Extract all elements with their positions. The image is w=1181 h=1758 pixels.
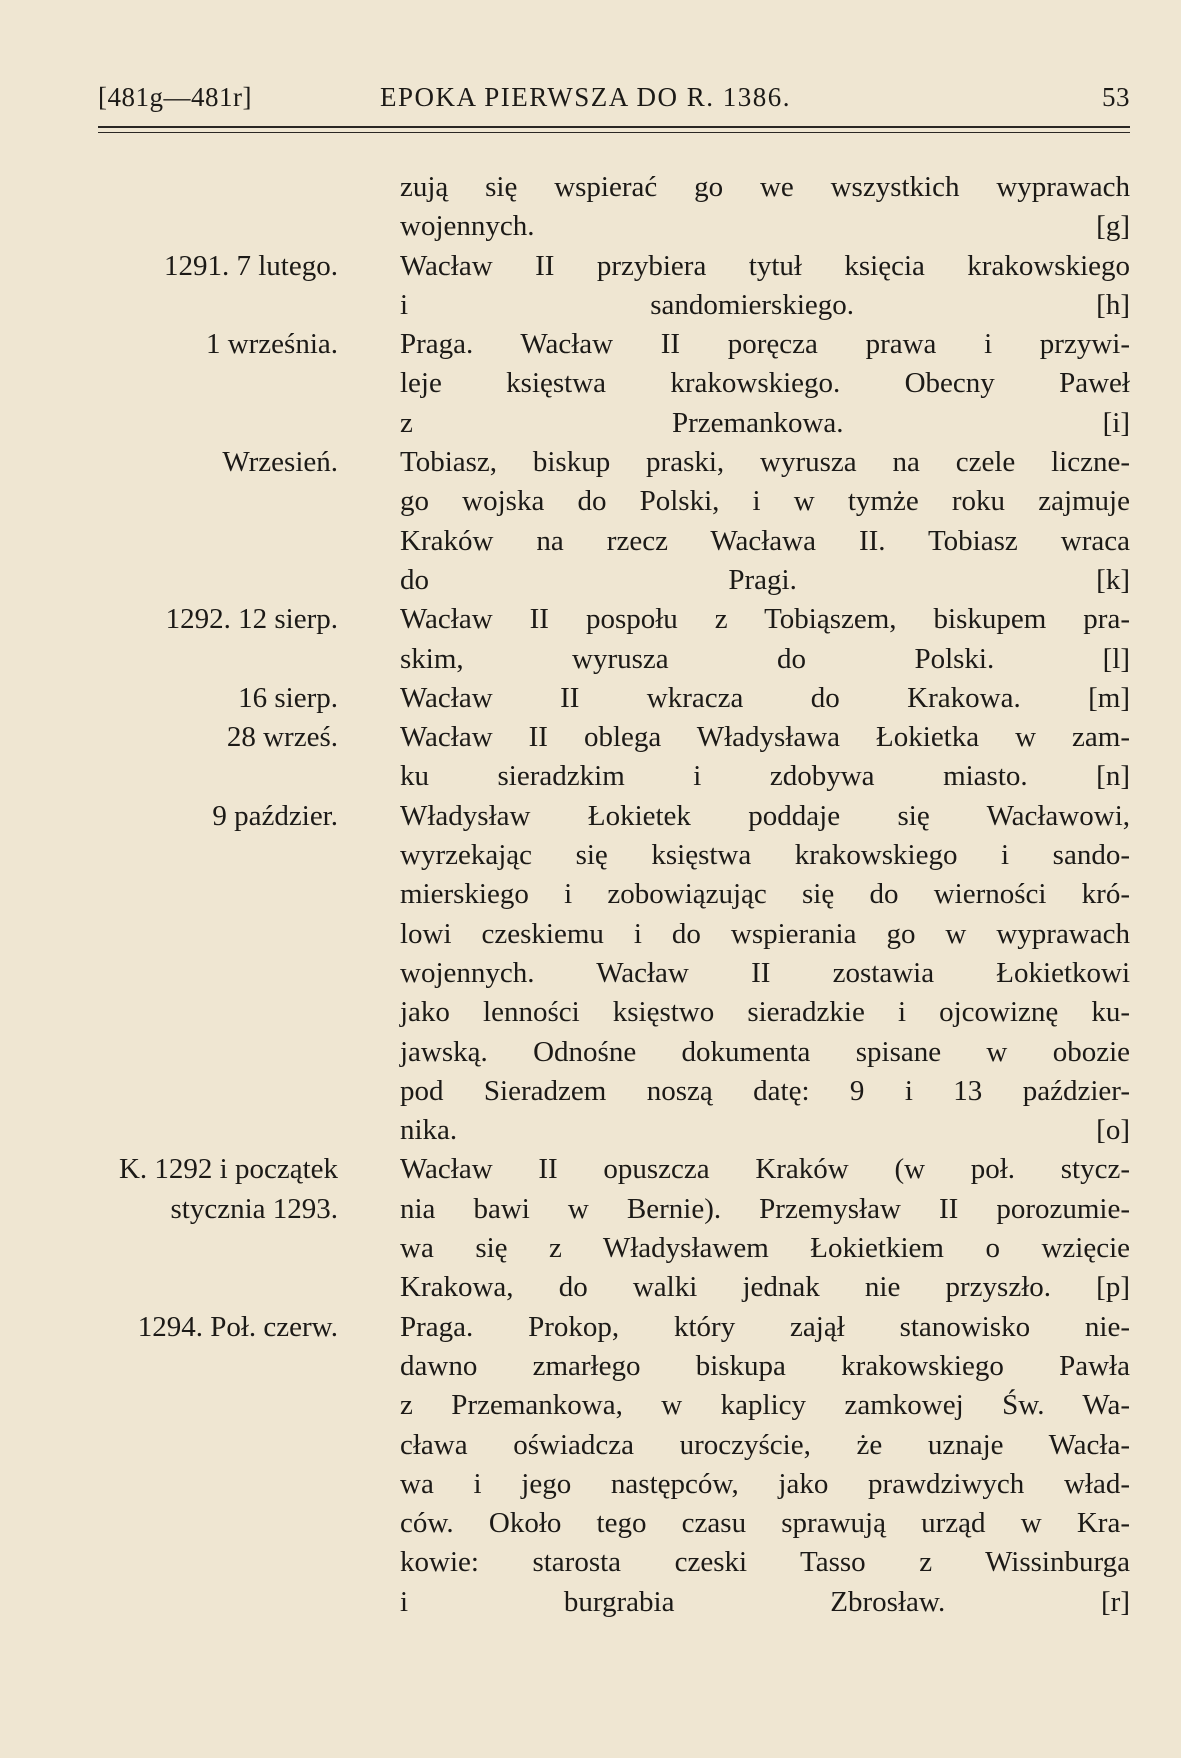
entry-text-line: Wacław II przybiera tytuł księcia krakowskiego	[400, 249, 1130, 282]
entry-date-line	[38, 168, 338, 207]
page-number: 53	[1102, 82, 1130, 112]
entry-text-line: Tobiasz, biskup praski, wyrusza na czele liczne-	[400, 446, 1130, 479]
chronology-entry	[0, 718, 1181, 797]
entry-text-line: z Przemankowa, w kaplicy zamkowej Św. Wa-	[400, 1389, 1130, 1422]
entry-text-line: jawską. Odnośne dokumenta spisane w obozie	[400, 1035, 1130, 1068]
chronology-entries	[0, 168, 1181, 1622]
entry-text-line: dawno zmarłego biskupa krakowskiego Pawła	[400, 1349, 1130, 1382]
entry-date-line: 1292. 12 sierp.	[165, 603, 338, 636]
running-header	[98, 82, 1130, 122]
entry-text-line: wa i jego następców, jako prawdziwych wład-	[400, 1467, 1130, 1500]
chronology-entry	[0, 600, 1181, 679]
chronology-entry	[0, 1308, 1181, 1622]
entry-text	[400, 679, 1130, 718]
entry-text	[400, 600, 1130, 679]
entry-date-line: 28 wrześ.	[226, 721, 338, 754]
entry-text	[400, 1308, 1130, 1622]
entry-text-line: go wojska do Polski, i w tymże roku zajmuje	[400, 485, 1130, 518]
header-title: EPOKA PIERWSZA DO R. 1386.	[380, 82, 792, 112]
entry-text-line: Krakowa, do walki jednak nie przyszło. [p]	[400, 1271, 1130, 1304]
entry-text-line: nia bawi w Bernie). Przemysław II porozumie-	[400, 1192, 1130, 1225]
entry-text-line: zują się wspierać go we wszystkich wyprawach	[400, 171, 1130, 203]
entry-text-line: Władysław Łokietek poddaje się Wacławowi,	[400, 799, 1130, 832]
entry-text-line: Wacław II wkracza do Krakowa. [m]	[400, 681, 1130, 714]
entry-text-line: ku sieradzkim i zdobywa miasto. [n]	[400, 760, 1130, 793]
entry-date	[38, 1308, 338, 1347]
chronology-entry	[0, 797, 1181, 1151]
entry-text-line: wojennych. Wacław II zostawia Łokietkowi	[400, 956, 1130, 989]
entry-date-line: 1 września.	[205, 328, 338, 361]
entry-date-line: 16 sierp.	[238, 681, 338, 714]
entry-date	[38, 247, 338, 286]
entry-date	[38, 168, 338, 207]
header-rule	[98, 126, 1130, 133]
entry-text-line: jako lenności księstwo sieradzkie i ojcowiznę ku-	[400, 996, 1130, 1029]
entry-date	[38, 600, 338, 639]
entry-date	[38, 1150, 338, 1229]
entry-text-line: i sandomierskiego. [h]	[400, 288, 1130, 321]
entry-text-line: Praga. Wacław II poręcza prawa i przywi-	[400, 328, 1130, 361]
chronology-entry	[0, 247, 1181, 326]
entry-date-line: stycznia 1293.	[170, 1192, 338, 1225]
entry-text	[400, 325, 1130, 443]
entry-date-line: 1294. Poł. czerw.	[137, 1310, 338, 1343]
entry-text-line: pod Sieradzem noszą datę: 9 i 13 paździer-	[400, 1074, 1130, 1107]
entry-text-line: kowie: starosta czeski Tasso z Wissinburga	[400, 1546, 1130, 1579]
entry-text-line: i burgrabia Zbrosław. [r]	[400, 1585, 1130, 1618]
entry-date	[38, 797, 338, 836]
entry-date-line: 1291. 7 lutego.	[164, 249, 338, 282]
chronology-entry	[0, 168, 1181, 247]
entry-text-line: Kraków na rzecz Wacława II. Tobiasz wraca	[400, 524, 1130, 557]
entry-text-line: Wacław II oblega Władysława Łokietka w zam-	[400, 721, 1130, 754]
chronology-entry	[0, 443, 1181, 600]
entry-text	[400, 168, 1130, 247]
entry-text-line: do Pragi. [k]	[400, 563, 1130, 596]
entry-date	[38, 718, 338, 757]
entry-text	[400, 1150, 1130, 1307]
entry-text-line: Wacław II opuszcza Kraków (w poł. stycz-	[400, 1153, 1130, 1186]
entry-text	[400, 797, 1130, 1151]
entry-text-line: Praga. Prokop, który zajął stanowisko nie-	[400, 1310, 1130, 1343]
entry-date	[38, 679, 338, 718]
entry-text	[400, 247, 1130, 326]
chronology-entry	[0, 325, 1181, 443]
entry-text-line: leje księstwa krakowskiego. Obecny Paweł	[400, 367, 1130, 400]
entry-text-line: wojennych. [g]	[400, 210, 1130, 243]
entry-text-line: wa się z Władysławem Łokietkiem o wzięcie	[400, 1232, 1130, 1265]
header-folio-range: [481g—481r]	[98, 82, 252, 112]
chronology-entry	[0, 679, 1181, 718]
entry-date-line: Wrzesień.	[222, 446, 338, 479]
entry-text-line: Wacław II pospołu z Tobiąszem, biskupem pra-	[400, 603, 1130, 636]
entry-date-line: K. 1292 i początek	[118, 1153, 338, 1186]
entry-text-line: z Przemankowa. [i]	[400, 406, 1130, 439]
entry-text-line: cława oświadcza uroczyście, że uznaje Wacła-	[400, 1428, 1130, 1461]
entry-text	[400, 718, 1130, 797]
entry-text-line: mierskiego i zobowiązując się do wierności kró-	[400, 878, 1130, 911]
entry-text-line: nika. [o]	[400, 1114, 1130, 1147]
entry-text-line: ców. Około tego czasu sprawują urząd w Kra-	[400, 1507, 1130, 1540]
entry-text-line: lowi czeskiemu i do wspierania go w wyprawach	[400, 917, 1130, 950]
entry-date	[38, 443, 338, 482]
entry-text-line: wyrzekając się księstwa krakowskiego i sando-	[400, 839, 1130, 872]
entry-text	[400, 443, 1130, 600]
entry-date	[38, 325, 338, 364]
chronology-entry	[0, 1150, 1181, 1307]
entry-date-line: 9 paździer.	[212, 799, 338, 832]
entry-text-line: skim, wyrusza do Polski. [l]	[400, 642, 1130, 675]
